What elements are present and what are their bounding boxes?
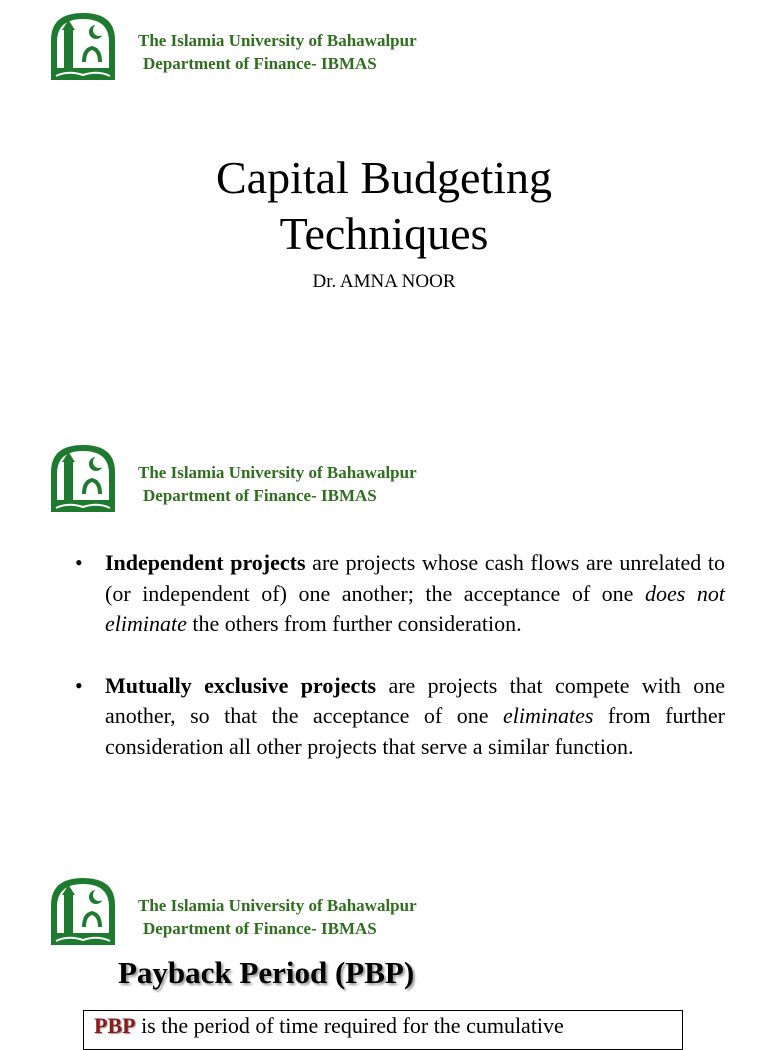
university-logo-icon xyxy=(48,875,118,947)
page-title xyxy=(0,150,768,262)
definition-abbr: PBP xyxy=(94,1013,136,1038)
title-line-1: Capital Budgeting xyxy=(215,152,552,203)
header-university: The Islamia University of Bahawalpur xyxy=(138,896,417,915)
bullet-mutually-exclusive-projects xyxy=(75,671,725,763)
term-independent: Independent projects xyxy=(105,550,306,575)
definition-body: is the period of time required for the cumulative xyxy=(135,1013,564,1038)
term-mutually-exclusive: Mutually exclusive projects xyxy=(105,672,377,698)
bullet1-text-a: are projects whose cash flows are unrelated to (or independent of) one another; the acceptance of one xyxy=(105,550,725,606)
author-name: Dr. AMNA NOOR xyxy=(312,271,456,292)
bullet1-emphasis: does not eliminate xyxy=(105,580,725,636)
bullet2-text-a: are projects that compete with one another, so that the acceptance of one xyxy=(105,672,725,728)
definition-text xyxy=(94,1013,564,1039)
slide-heading: Payback Period (PBP) xyxy=(118,955,415,990)
slide-payback-period xyxy=(0,860,768,1038)
header-department: Department of Finance- IBMAS xyxy=(143,486,377,505)
definition-box xyxy=(83,1010,683,1050)
bullet2-emphasis: eliminates xyxy=(502,703,594,728)
header-university: The Islamia University of Bahawalpur xyxy=(138,463,417,482)
header-department: Department of Finance- IBMAS xyxy=(143,54,377,73)
bullet-list xyxy=(75,548,725,793)
university-logo-icon xyxy=(48,442,118,514)
bullet2-text-b: from further consideration all other projects that serve a similar function. xyxy=(105,703,725,759)
slide-title xyxy=(0,0,768,430)
title-line-2: Techniques xyxy=(279,208,489,259)
bullet-independent-projects xyxy=(75,548,725,640)
slide-project-types xyxy=(0,430,768,860)
university-logo-icon xyxy=(48,10,118,82)
bullet1-text-b: the others from further consideration. xyxy=(186,611,522,636)
header-university: The Islamia University of Bahawalpur xyxy=(138,31,417,50)
header-department: Department of Finance- IBMAS xyxy=(143,919,377,938)
